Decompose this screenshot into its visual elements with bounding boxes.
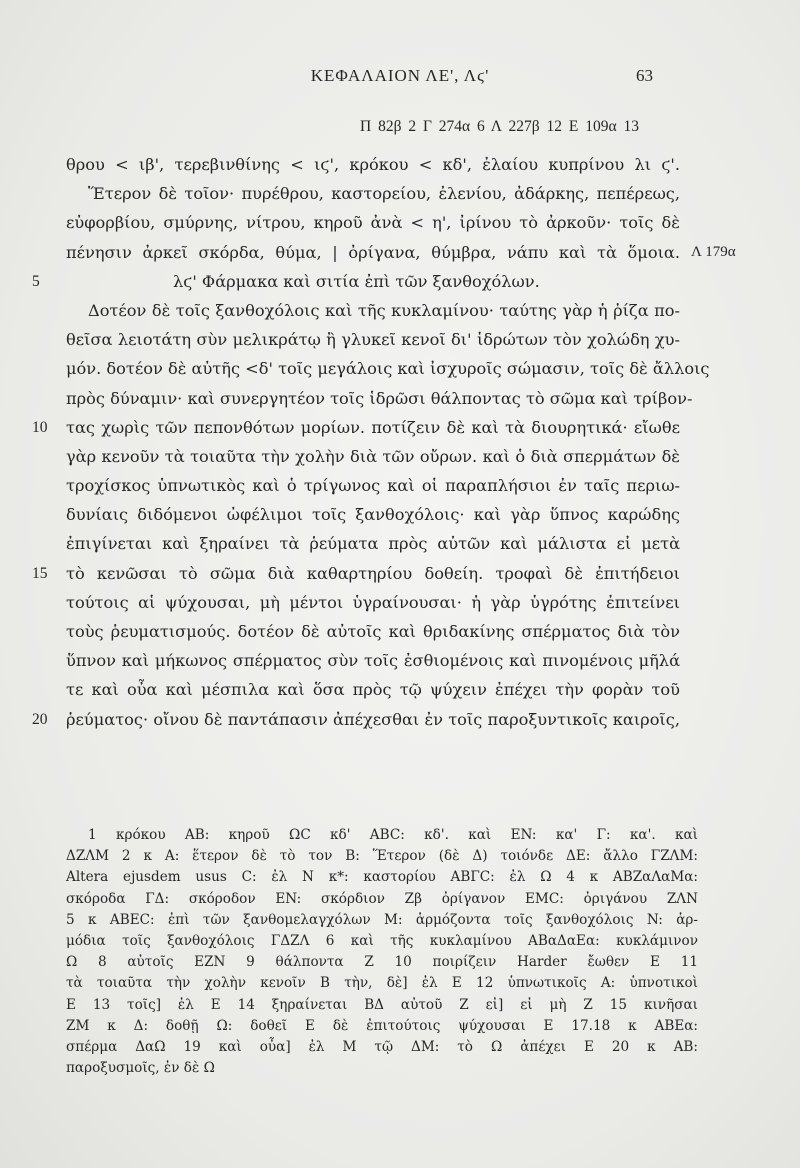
heading-text: λϛ' Φάρμακα καὶ σιτία ἐπὶ τῶν ξανθοχόλων.: [173, 271, 540, 291]
chapter-heading: [32, 267, 680, 296]
line-number: 5: [32, 272, 40, 290]
line-text: ῥεύματος· οἴνου δὲ παντάπασιν ἀπέχεσθαι ἐν τοῖς παροξυντικοῖς καιροῖς,: [66, 709, 680, 729]
line-text: πένησιν ἀρκεῖ σκόρδα, θύμα, | ὀρίγανα, θύμβρα, νάπυ καὶ τὰ ὅμοια.: [66, 242, 680, 262]
apparatus-line: Ω 8 αὐτοῖς EZN 9 θάλποντα Z 10 ποιρίζειν Harder ἔωθεν E 11: [66, 954, 698, 971]
text-line: [66, 675, 680, 704]
main-text: [32, 150, 736, 734]
text-line: [66, 208, 680, 237]
text-line: [66, 150, 680, 179]
text-line: [32, 413, 680, 442]
line-text: τε καὶ οὖα καὶ μέσπιλα καὶ ὅσα πρὸς τῷ ψύχειν ἐπέχει τὴν φορὰν τοῦ: [66, 680, 680, 700]
apparatus-line: Altera ejusdem usus C: ἐλ N κ*: καστορίου ABΓC: ἐλ Ω 4 κ ABZαΛαMα:: [66, 869, 698, 886]
manuscript-sigla: Π 82β 2 Γ 274α 6 Λ 227β 12 Ε 109α 13: [360, 118, 639, 135]
line-text: δυνίαις διδόμενοι ὠφέλιμοι τοῖς ξανθοχόλοις· καὶ γὰρ ὕπνος καρώδης: [66, 505, 680, 525]
line-text: τροχίσκος ὑπνωτικὸς καὶ ὁ τρίγωνος καὶ οἱ παραπλήσιοι ἐν ταῖς περιω-: [66, 476, 680, 496]
margin-folio-reference: Λ 179α: [691, 243, 736, 260]
line-number: 10: [32, 418, 48, 436]
running-head: ΚΕΦΑΛΑΙΟΝ ΛΕ', Λϛ': [310, 66, 490, 85]
line-number: 20: [32, 710, 48, 728]
apparatus-line: σκόροδα ΓΔ: σκόροδον EN: σκόρδιον Zβ ὀρίγανον EMC: ὀριγάνου ΖΛΝ: [66, 890, 698, 907]
line-text: τούτοις αἱ ψύχουσαι, μὴ μέντοι ὑγραίνουσαι· ἡ γὰρ ὑγρότης ἐπιτείνει: [66, 592, 680, 612]
line-text: εὐφορβίου, σμύρνης, νίτρου, κηροῦ ἀνὰ < η', ἰρίνου τὸ ἀρκοῦν· τοῖς δὲ: [66, 213, 680, 233]
apparatus-line: 5 κ ABEC: ἐπὶ τῶν ξανθομελαγχόλων M: ἁρμόζοντα τοῖς ξανθοχόλοις N: ἁρ-: [66, 911, 698, 928]
text-line: [32, 559, 680, 588]
line-text: γὰρ κενοῦν τὰ τοιαῦτα τὴν χολὴν διὰ τῶν οὔρων. καὶ ὁ διὰ σπερμάτων δὲ: [66, 446, 680, 466]
text-line: [66, 529, 680, 558]
critical-apparatus: [66, 825, 698, 1079]
line-text: θρου < ιβ', τερεβινθίνης < ιϛ', κρόκου < κδ', ἐλαίου κυπρίνου λι ϛ'.: [66, 155, 680, 174]
apparatus-line: E 13 τοῖς] ἐλ E 14 ξηραίνεται BΔ αὐτοῦ Z εἰ] εἰ μὴ Z 15 κινῆσαι: [66, 996, 698, 1013]
line-text: τοὺς ῥευματισμούς. δοτέον δὲ αὐτοῖς καὶ θριδακίνης σπέρματος διὰ τὸν: [66, 622, 680, 641]
line-text: Ἕτερον δὲ τοῖον· πυρέθρου, καστορείου, ἐλενίου, ἀδάρκης, πεπέρεως,: [88, 184, 680, 204]
line-text: ἐπιγίνεται καὶ ξηραίνει τὰ ῥεύματα πρὸς αὐτῶν καὶ μάλιστα εἰ μετὰ: [66, 534, 680, 554]
line-text: τὸ κενῶσαι τὸ σῶμα διὰ καθαρτηρίου δοθείη. τροφαὶ δὲ ἐπιτήδειοι: [66, 563, 680, 583]
text-line: [66, 617, 680, 646]
apparatus-line: ZM κ Δ: δοθῇ Ω: δοθεῖ E δὲ ἐπιτούτοις ψύχουσαι E 17.18 κ ABEα:: [66, 1017, 698, 1034]
apparatus-line: τὰ τοιαῦτα τὴν χολὴν κενοῖν B τὴν, δὲ] ἐλ E 12 ὑπνωτικοῖς A: ὑπνοτικοὶ: [66, 975, 698, 992]
line-text: πρὸς δύναμιν· καὶ συνεργητέον τοῖς ἱδρῶσι θάλποντας τὸ σῶμα καὶ τρίβον-: [66, 388, 693, 408]
text-line: [66, 471, 680, 500]
line-text: θεῖσα λειοτάτη σὺν μελικράτῳ ἢ γλυκεῖ κενοῖ δι' ἱδρώτων τὸν χολώδη χυ-: [66, 330, 680, 350]
apparatus-line: 1 κρόκου AB: κηροῦ ΩC κδ' ABC: κδ'. καὶ EN: κα' Γ: κα'. καὶ: [88, 827, 698, 843]
line-text: μόν. δοτέον δὲ αὐτῆς <δ' τοῖς μεγάλοις καὶ ἰσχυροῖς σώμασιν, τοῖς δὲ ἄλλοις: [66, 359, 710, 379]
text-line: [66, 442, 680, 471]
text-line: [66, 179, 680, 208]
apparatus-line: σπέρμα ΔαΩ 19 καὶ οὖα] ἐλ M τῷ ΔM: τὸ Ω ἀπέχει E 20 κ AB:: [66, 1038, 698, 1055]
text-line: [66, 238, 736, 267]
apparatus-line: παροξυσμοῖς, ἐν δὲ Ω: [66, 1060, 215, 1077]
text-line: [66, 384, 693, 413]
line-text: τας χωρὶς τῶν πεπονθότων μορίων. ποτίζειν δὲ καὶ τὰ διουρητικά· εἴωθε: [66, 417, 680, 437]
apparatus-line: ΔΖΛΜ 2 κ A: ἕτερον δὲ τὸ τον B: Ἕτερον (δὲ Δ) τοιόνδε ΔE: ἄλλο ΓΖΛΜ:: [66, 848, 698, 865]
text-line: [32, 705, 680, 734]
line-text: Δοτέον δὲ τοῖς ξανθοχόλοις καὶ τῆς κυκλαμίνου· ταύτης γὰρ ἡ ῥίζα πο-: [88, 300, 680, 320]
text-line: [66, 500, 680, 529]
text-line: [66, 354, 710, 383]
text-line: [66, 325, 680, 354]
line-number: 15: [32, 564, 48, 582]
line-text: ὕπνον καὶ μήκωνος σπέρματος σὺν τοῖς ἐσθιομένοις καὶ πινομένοις μῆλά: [66, 651, 680, 671]
text-line: [66, 646, 680, 675]
apparatus-line: μόδια τοῖς ξανθοχόλοις ΓΔΖΛ 6 καὶ τῆς κυκλαμίνου ABαΔαEα: κυκλάμινον: [66, 932, 698, 949]
text-line: [66, 296, 680, 325]
page-number: 63: [636, 66, 653, 85]
text-line: [66, 588, 680, 617]
